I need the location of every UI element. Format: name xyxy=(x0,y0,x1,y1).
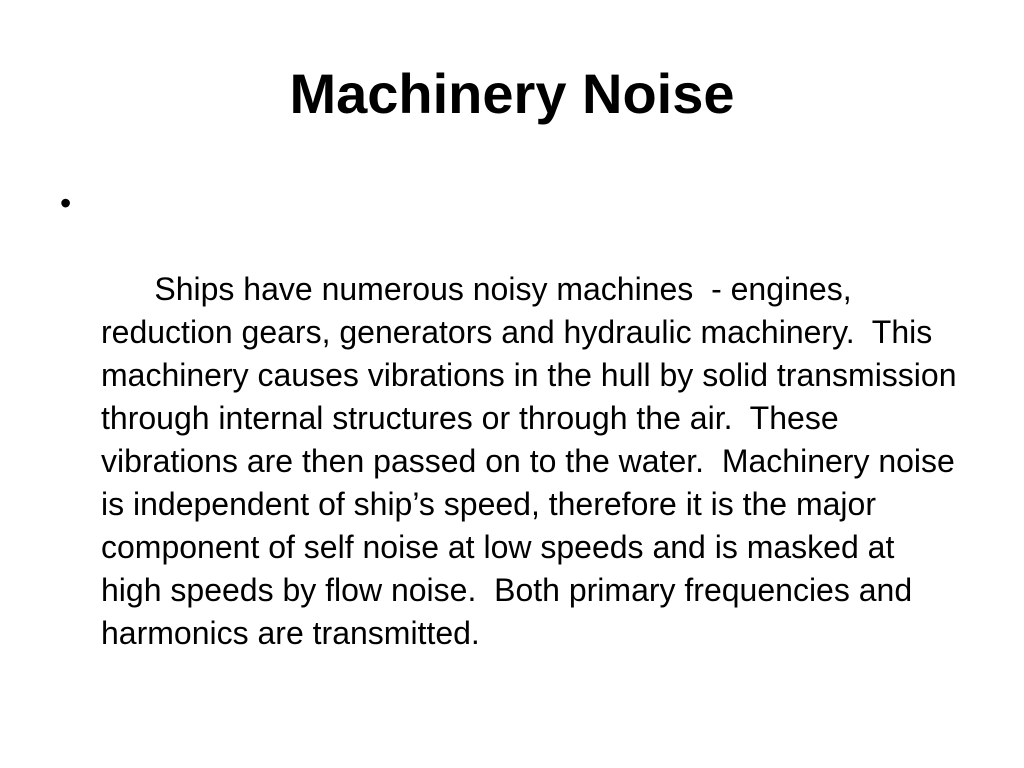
bullet-item xyxy=(60,182,966,698)
bullet-text: Ships have numerous noisy machines - engines, reduction gears, generators and hydraulic machinery. This machinery causes vibrations in the hull by solid transmission through internal structures or through the air. These vibrations are then passed on to the water. Machinery noise is independent of ship’s speed, therefore it is the major component of self noise at low speeds and is masked at high speeds by flow noise. Both primary frequencies and harmonics are transmitted. xyxy=(101,271,966,651)
slide-title: Machinery Noise xyxy=(289,62,735,125)
bullet-marker: • xyxy=(60,185,72,221)
bullet-list xyxy=(60,182,966,698)
